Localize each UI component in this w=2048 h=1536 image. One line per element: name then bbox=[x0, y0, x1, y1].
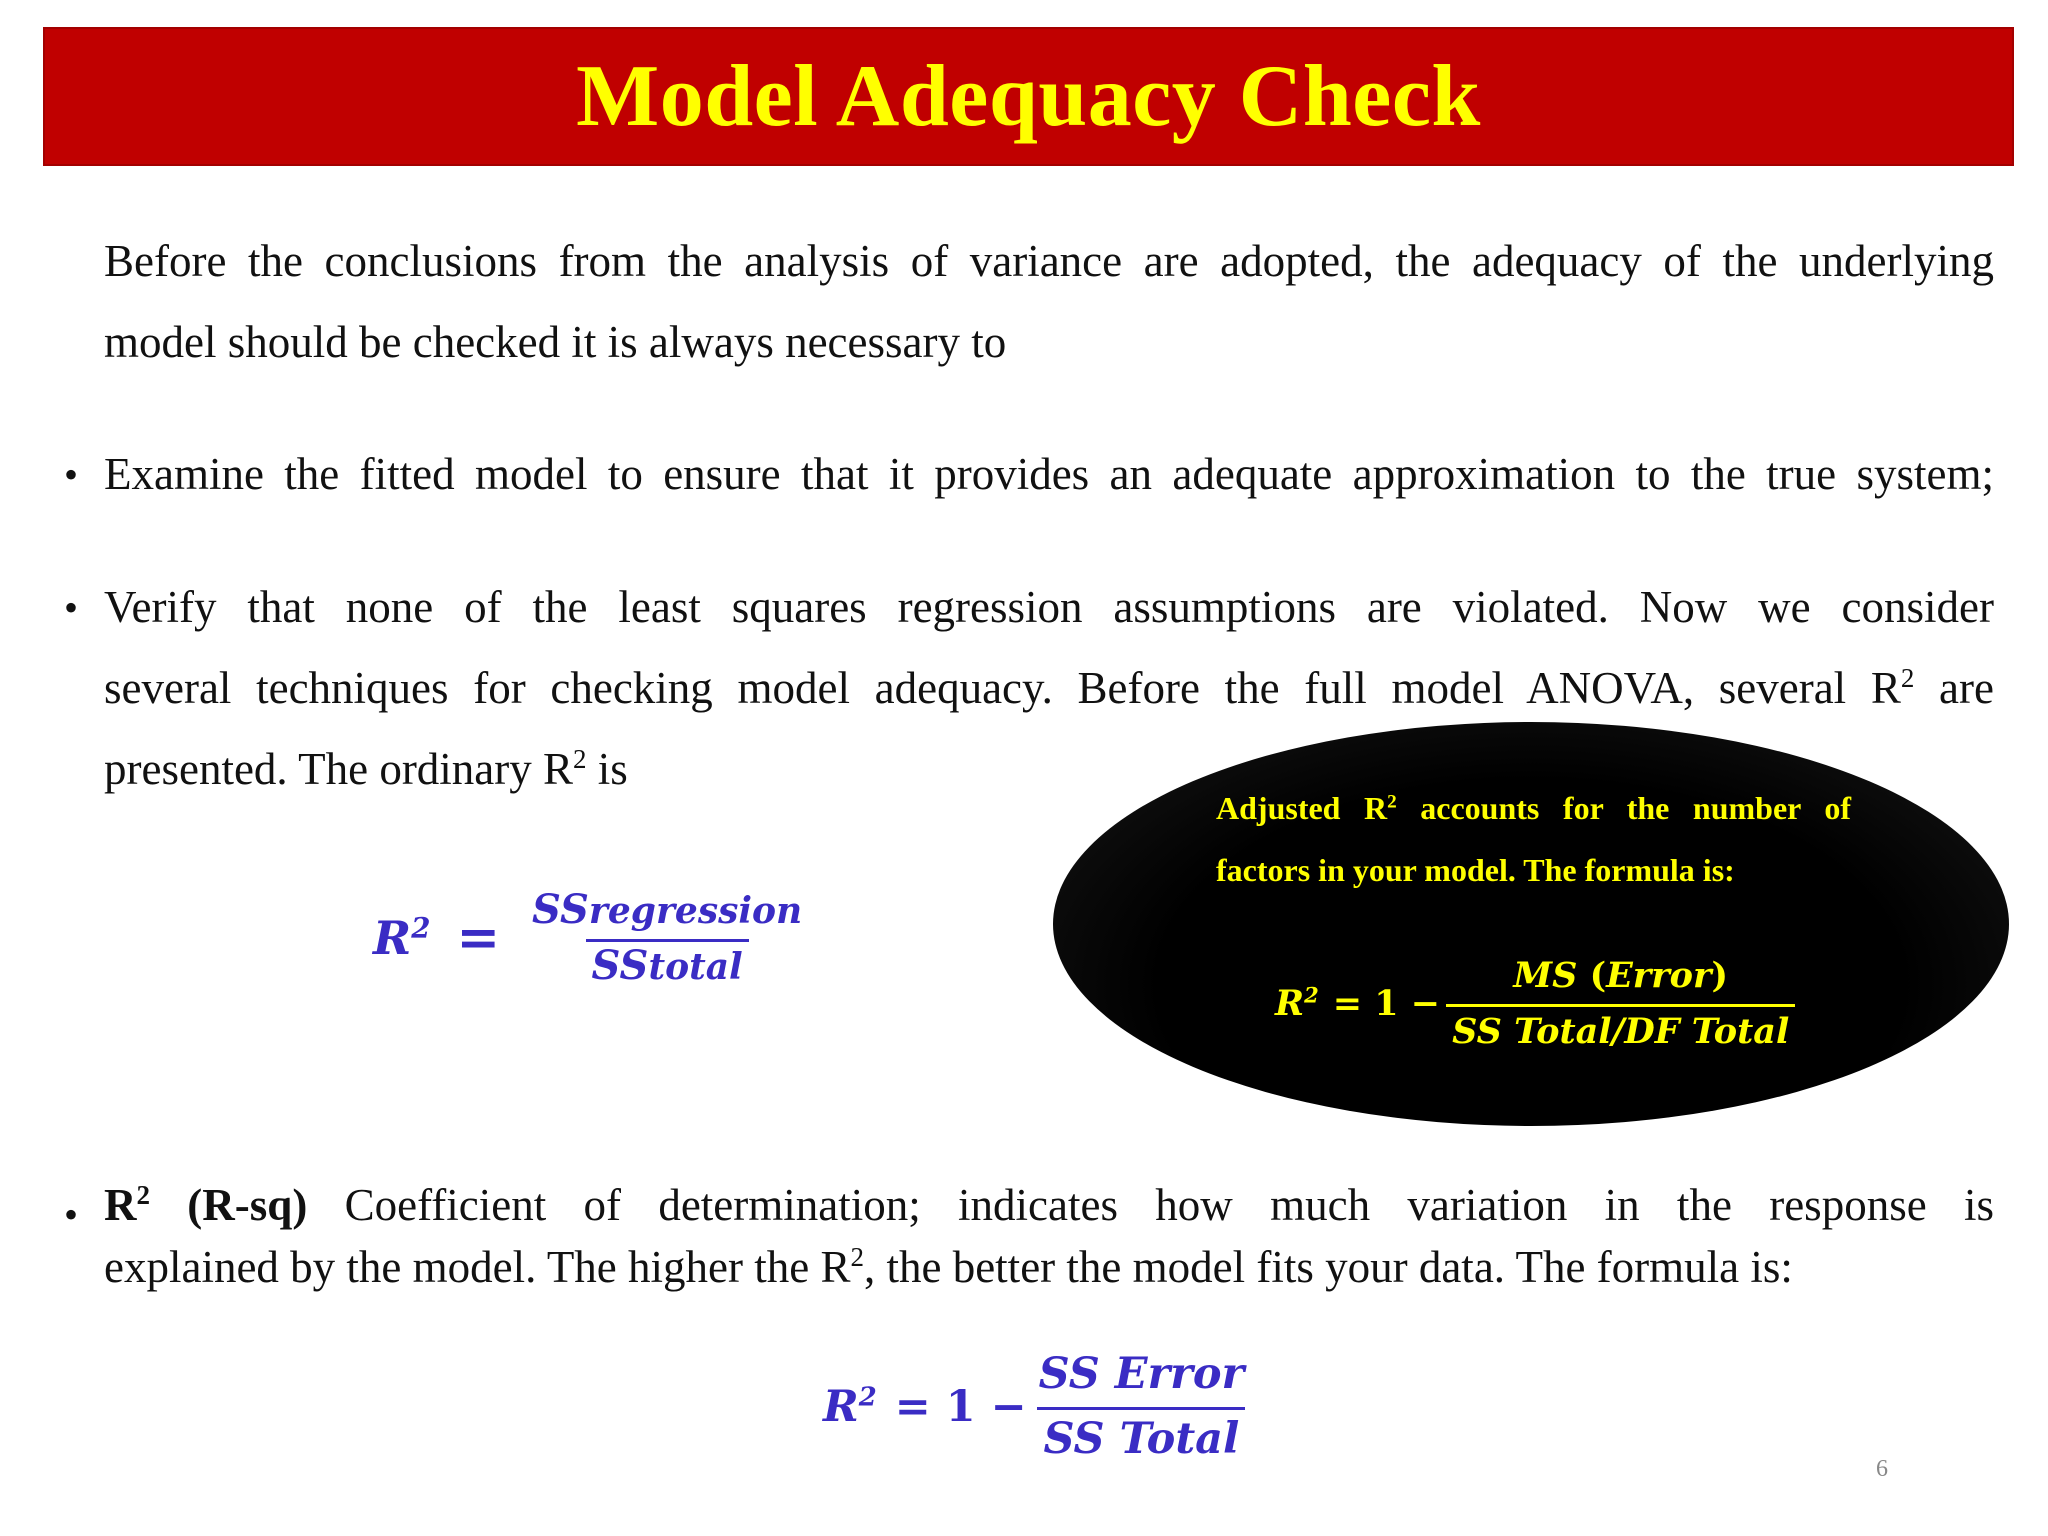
bullet-2-line-1: Verify that none of the least squares regression assumptions are violated. Now we consider bbox=[104, 582, 1994, 632]
formula-rhs: = 1 − bbox=[1332, 983, 1441, 1024]
formula-rhs: = 1 − bbox=[894, 1381, 1027, 1432]
bullet-1 bbox=[104, 434, 1994, 515]
formula-numerator: SSregression bbox=[532, 886, 803, 933]
bullet-3 bbox=[104, 1174, 1994, 1298]
title-bar bbox=[43, 27, 2014, 166]
formula-numerator: SS Error bbox=[1038, 1349, 1245, 1399]
intro-line-2: model should be checked it is always necessary to bbox=[104, 317, 1007, 367]
formula-adjusted-r2 bbox=[1275, 955, 1795, 1052]
formula-denominator: SS Total bbox=[1037, 1407, 1245, 1464]
intro-line-1: Before the conclusions from the analysis of variance are adopted, the adequacy of the underlying bbox=[104, 236, 1994, 286]
superscript-2: 2 bbox=[1900, 663, 1915, 693]
formula-lhs: $R^2$ bbox=[373, 910, 431, 965]
formula-numerator: MS (Error) bbox=[1513, 955, 1729, 996]
formula-denominator: SS Total/DF Total bbox=[1446, 1004, 1795, 1052]
bullet-2-line-3: presented. The ordinary $R^2$ is bbox=[104, 744, 628, 794]
callout-line-2: factors in your model. The formula is: bbox=[1216, 852, 1735, 888]
bullet-3-line-1: $R^2$ (R-sq) Coefficient of determination; indicates how much variation in the response is bbox=[104, 1180, 1994, 1230]
bullet-2-line-2: several techniques for checking model adequacy. Before the full model ANOVA, several $R^2$ are bbox=[104, 663, 1994, 713]
bullet-3-line-2: explained by the model. The higher the $R^2$, the better the model fits your data. The formula is: bbox=[104, 1242, 1793, 1292]
formula-r2-error bbox=[823, 1349, 1250, 1464]
formula-equals: = bbox=[456, 907, 501, 968]
intro-paragraph bbox=[104, 221, 1994, 383]
formula-lhs: $R^2$ bbox=[1275, 982, 1319, 1024]
formula-fraction bbox=[526, 886, 808, 989]
formula-fraction bbox=[1446, 955, 1795, 1052]
formula-fraction bbox=[1033, 1349, 1251, 1464]
bullet-3-dot: • bbox=[64, 1192, 79, 1237]
formula-ordinary-r2 bbox=[373, 886, 808, 989]
superscript-2: 2 bbox=[850, 1242, 864, 1272]
page-number: 6 bbox=[1876, 1456, 1888, 1482]
formula-denominator: SStotal bbox=[586, 939, 749, 989]
bullet-1-text: Examine the fitted model to ensure that it provides an adequate approximation to the true system; bbox=[104, 449, 1994, 499]
bullet-1-dot: • bbox=[64, 452, 79, 497]
callout-line-1: Adjusted $R^2$ accounts for the number of bbox=[1216, 790, 1852, 826]
bullet-2-dot: • bbox=[64, 585, 79, 630]
formula-lhs: $R^2$ bbox=[823, 1381, 877, 1432]
callout-text bbox=[1216, 777, 1851, 901]
superscript-2: 2 bbox=[573, 744, 587, 774]
slide-title: Model Adequacy Check bbox=[576, 48, 1481, 145]
